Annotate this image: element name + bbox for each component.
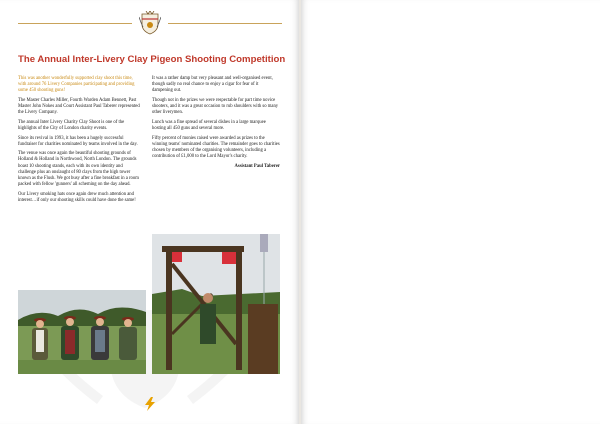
article-column-2 <box>152 76 280 173</box>
header-rule-right <box>168 23 282 24</box>
paragraph: The venue was once again the beautiful shooting grounds of Holland & Holland in Northwood, North London. The grounds boast 10 shooting stands, each with its own identity and challenge plus an onslaught of 80 clays from the high tower known as the Flush. We got busy after a fine breakfast in a room packed with fellow 'gunners' all scheming on the day ahead. <box>18 151 139 188</box>
paragraph: Since its revival in 1993, it has been a hugely successful fundraiser for charities nominated by teams involved in the day. <box>18 135 138 147</box>
paragraph: Though not in the prizes we were respectable for part time novice shooters, and it was a great occasion to rub shoulders with so many other liverymen. <box>152 97 279 116</box>
lightning-bolt-icon <box>144 397 156 411</box>
paragraph: The annual Inter Livery Charity Clay Shoot is one of the highlights of the City of London charity events. <box>18 119 125 132</box>
photo-team-members <box>18 290 146 374</box>
article-title: The Annual Inter-Livery Clay Pigeon Shooting Competition <box>18 54 286 65</box>
livery-crest-icon <box>139 11 161 35</box>
article-column-1 <box>18 76 140 207</box>
left-page <box>0 0 299 424</box>
photo-shooting-stand <box>152 234 280 374</box>
header-rule-left <box>18 23 132 24</box>
lead-paragraph: This was another wonderfully supported clay shoot this time, with around 76 Livery Companies participating and providing some 450 shooting guns! <box>18 76 135 94</box>
paragraph: Fifty percent of monies raised were awarded as prizes to the winning teams' nominated charities. The remainder goes to charities chosen by members of the organising volunteers, including a contribution of £1,000 to the Lord Mayor's charity. <box>152 135 280 160</box>
paragraph: Our Livery smoking hats once again drew much attention and interest…if only our shooting skills could have done the same! <box>18 191 136 203</box>
author-signature: Assistant Paul Taberer <box>234 163 280 169</box>
paragraph: It was a rather damp but very pleasant and well-organised event, though sadly no real chance to enjoy a cigar for fear of it dampening out. <box>152 76 273 94</box>
right-page <box>301 0 600 424</box>
paragraph: The Master Charles Miller, Fourth Warden Adam Bennett, Past Master John Nokes and Court Assistant Paul Taberer represented the Livery Company. <box>18 97 140 116</box>
paragraph: Lunch was a fine spread of several dishes in a large marquee hosting all 450 guns and several more. <box>152 119 266 132</box>
